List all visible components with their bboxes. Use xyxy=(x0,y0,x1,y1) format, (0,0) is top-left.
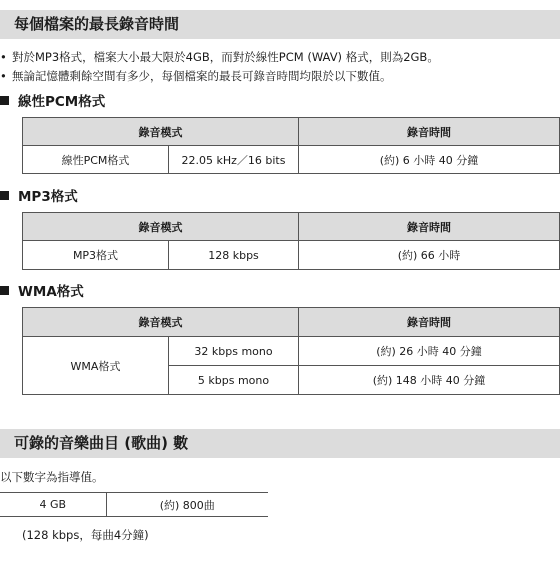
subheading-text: MP3格式 xyxy=(18,189,78,205)
intro-text: 以下數字為指導值。 xyxy=(0,470,104,484)
column-header-mode: 錄音模式 xyxy=(23,213,299,241)
bullet-text: 對於MP3格式，檔案大小最大限於4GB，而對於線性PCM (WAV) 格式，則為2GB。 xyxy=(12,50,439,64)
bullet-item xyxy=(0,69,392,84)
column-header-time: 錄音時間 xyxy=(299,213,560,241)
song-count-table xyxy=(0,492,268,517)
column-header-time: 錄音時間 xyxy=(299,308,560,337)
cell-songs: (約) 800曲 xyxy=(106,493,268,517)
cell-time: (約) 148 小時 40 分鐘 xyxy=(299,366,560,395)
section-header-song-count xyxy=(0,429,560,458)
column-header-mode: 錄音模式 xyxy=(23,308,299,337)
note-text: (128 kbps，每曲4分鐘) xyxy=(22,528,149,542)
section-title: 每個檔案的最長錄音時間 xyxy=(14,15,180,33)
bullet-item xyxy=(0,50,439,65)
table-row xyxy=(23,146,560,174)
table-row xyxy=(23,241,560,270)
cell-setting: 22.05 kHz／16 bits xyxy=(169,146,299,174)
subheading-text: WMA格式 xyxy=(18,284,84,300)
cell-capacity: 4 GB xyxy=(0,493,106,517)
bullet-icon: • xyxy=(0,50,7,64)
cell-format: WMA格式 xyxy=(23,337,169,395)
cell-setting: 128 kbps xyxy=(169,241,299,270)
cell-time: (約) 66 小時 xyxy=(299,241,560,270)
bullet-text: 無論記憶體剩餘空間有多少，每個檔案的最長可錄音時間均限於以下數值。 xyxy=(12,69,392,83)
cell-setting: 5 kbps mono xyxy=(169,366,299,395)
mp3-table xyxy=(22,212,560,270)
subheading-text: 線性PCM格式 xyxy=(18,94,106,110)
subheading-wma xyxy=(0,283,84,301)
square-bullet-icon xyxy=(0,286,9,295)
cell-format: 線性PCM格式 xyxy=(23,146,169,174)
cell-time: (約) 6 小時 40 分鐘 xyxy=(299,146,560,174)
subheading-pcm xyxy=(0,93,105,111)
wma-table xyxy=(22,307,560,395)
table-row xyxy=(23,337,560,366)
table-row xyxy=(0,493,268,517)
square-bullet-icon xyxy=(0,191,9,200)
cell-setting: 32 kbps mono xyxy=(169,337,299,366)
section-header-max-recording-time xyxy=(0,10,560,39)
section-title: 可錄的音樂曲目 (歌曲) 數 xyxy=(14,434,189,452)
column-header-time: 錄音時間 xyxy=(299,118,560,146)
subheading-mp3 xyxy=(0,188,78,206)
square-bullet-icon xyxy=(0,96,9,105)
cell-format: MP3格式 xyxy=(23,241,169,270)
bullet-icon: • xyxy=(0,69,7,83)
column-header-mode: 錄音模式 xyxy=(23,118,299,146)
cell-time: (約) 26 小時 40 分鐘 xyxy=(299,337,560,366)
pcm-table xyxy=(22,117,560,174)
